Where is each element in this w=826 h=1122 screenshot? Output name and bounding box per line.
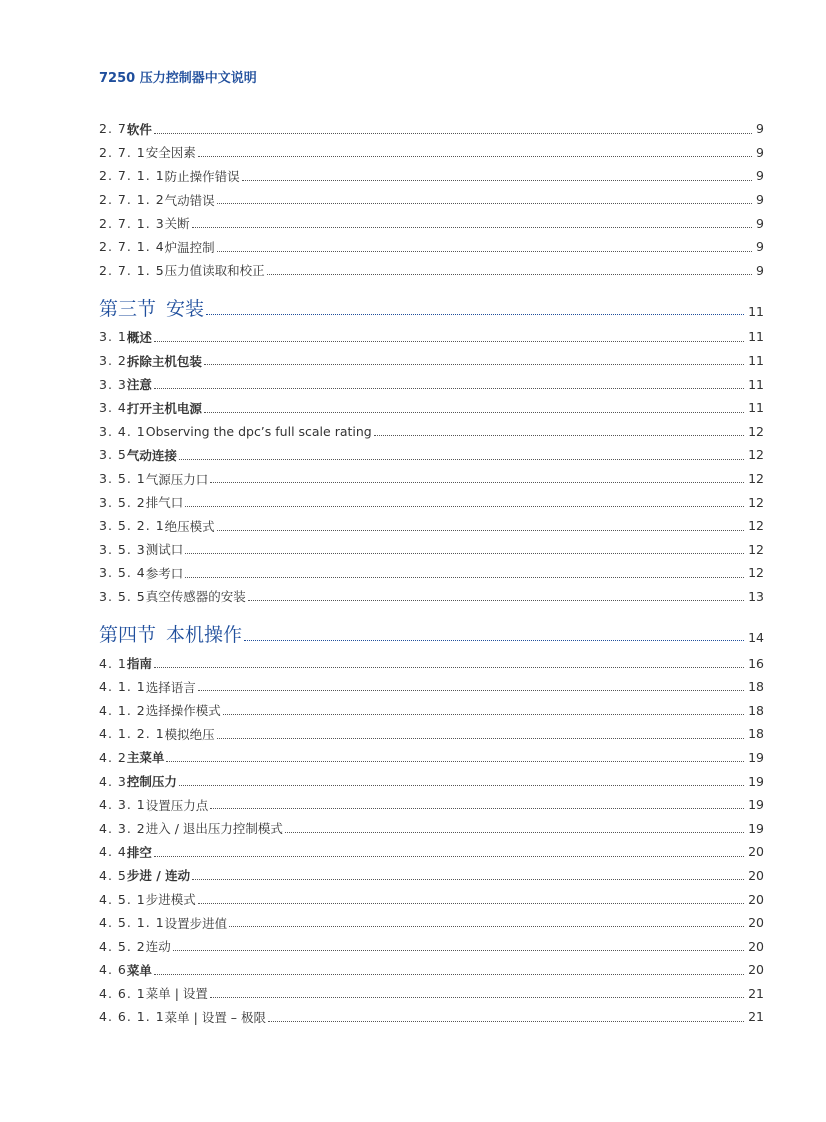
toc-dot-leader	[154, 974, 744, 975]
toc-entry[interactable]	[99, 514, 764, 538]
toc-entry-title: 测试口	[145, 542, 184, 558]
toc-entry-title: 指南	[126, 656, 152, 672]
toc-entry-number: 第三节	[99, 298, 157, 321]
toc-entry-page-number: 9	[756, 262, 764, 278]
toc-entry[interactable]	[99, 746, 764, 770]
toc-entry-number: 4. 1	[99, 655, 127, 671]
toc-entry[interactable]	[99, 372, 764, 396]
toc-entry-number: 3. 4	[99, 400, 127, 416]
toc-entry-number: 4. 3. 2	[99, 820, 146, 836]
toc-entry-number: 3. 5	[99, 447, 127, 463]
toc-entry-page-number: 18	[748, 679, 764, 695]
toc-entry-number: 2. 7. 1. 5	[99, 262, 165, 278]
toc-entry-page-number: 19	[748, 797, 764, 813]
toc-entry[interactable]	[99, 141, 764, 165]
toc-dot-leader	[179, 459, 744, 460]
toc-section-heading[interactable]	[99, 618, 764, 649]
toc-dot-leader	[179, 785, 744, 786]
toc-entry-page-number: 9	[756, 239, 764, 255]
toc-dot-leader	[217, 251, 752, 252]
toc-entry-page-number: 19	[748, 773, 764, 789]
toc-dot-leader	[154, 856, 744, 857]
toc-entry[interactable]	[99, 349, 764, 373]
toc-entry-number: 4. 4	[99, 844, 127, 860]
toc-entry[interactable]	[99, 211, 764, 235]
toc-entry-number: 3. 5. 4	[99, 565, 146, 581]
toc-entry-page-number: 11	[748, 304, 764, 320]
toc-dot-leader	[248, 600, 744, 601]
toc-entry-page-number: 20	[748, 915, 764, 931]
toc-entry[interactable]	[99, 698, 764, 722]
toc-entry-number: 3. 5. 3	[99, 541, 146, 557]
toc-entry-number: 3. 5. 1	[99, 471, 146, 487]
toc-entry[interactable]	[99, 1005, 764, 1029]
toc-entry-number: 4. 5. 2	[99, 938, 146, 954]
toc-entry-page-number: 11	[748, 353, 764, 369]
toc-entry[interactable]	[99, 651, 764, 675]
toc-entry-title: 安全因素	[145, 145, 196, 161]
toc-dot-leader	[210, 997, 744, 998]
toc-dot-leader	[217, 738, 744, 739]
page-header: 7250 压力控制器中文说明	[99, 71, 257, 86]
toc-dot-leader	[268, 1021, 744, 1022]
toc-entry-title: 概述	[126, 329, 152, 345]
toc-entry-title: 本机操作	[166, 624, 243, 647]
toc-entry-page-number: 21	[748, 985, 764, 1001]
toc-entry[interactable]	[99, 164, 764, 188]
toc-entry[interactable]	[99, 259, 764, 283]
toc-dot-leader	[244, 640, 744, 641]
toc-entry-number: 2. 7. 1. 1	[99, 168, 165, 184]
toc-entry-number: 2. 7. 1. 4	[99, 239, 165, 255]
toc-entry-page-number: 18	[748, 702, 764, 718]
toc-entry-title: 绝压模式	[164, 518, 215, 534]
toc-entry-number: 3. 3	[99, 376, 127, 392]
toc-entry-page-number: 9	[756, 168, 764, 184]
toc-dot-leader	[154, 133, 752, 134]
toc-entry-page-number: 20	[748, 938, 764, 954]
toc-entry-title: 注意	[126, 377, 152, 393]
toc-entry-number: 4. 1. 1	[99, 679, 146, 695]
toc-dot-leader	[206, 314, 744, 315]
toc-entry[interactable]	[99, 443, 764, 467]
toc-dot-leader	[210, 808, 744, 809]
toc-entry-title: 选择语言	[145, 679, 196, 695]
toc-entry-page-number: 9	[756, 121, 764, 137]
toc-entry-page-number: 21	[748, 1009, 764, 1025]
toc-dot-leader	[204, 364, 744, 365]
toc-entry-number: 4. 5	[99, 867, 127, 883]
toc-dot-leader	[267, 274, 752, 275]
toc-dot-leader	[217, 530, 744, 531]
toc-entry[interactable]	[99, 235, 764, 259]
toc-entry-title: 真空传感器的安装	[145, 589, 246, 605]
toc-entry-title: 菜单	[126, 962, 152, 978]
toc-entry[interactable]	[99, 585, 764, 609]
toc-entry-page-number: 11	[748, 400, 764, 416]
toc-entry-title: 设置压力点	[145, 797, 209, 813]
toc-entry-title: 安装	[166, 298, 205, 321]
toc-entry-title: 参考口	[145, 565, 184, 581]
toc-entry[interactable]	[99, 538, 764, 562]
toc-dot-leader	[374, 435, 744, 436]
toc-entry-title: 连动	[145, 939, 171, 955]
toc-entry[interactable]	[99, 325, 764, 349]
toc-entry[interactable]	[99, 864, 764, 888]
toc-entry-page-number: 18	[748, 726, 764, 742]
toc-entry-title: 炉温控制	[164, 239, 215, 255]
toc-dot-leader	[210, 482, 744, 483]
toc-entry-page-number: 12	[748, 565, 764, 581]
toc-entry-page-number: 20	[748, 891, 764, 907]
toc-entry-number: 2. 7	[99, 121, 127, 137]
toc-entry-number: 4. 3	[99, 773, 127, 789]
toc-entry-page-number: 12	[748, 447, 764, 463]
toc-dot-leader	[185, 506, 744, 507]
toc-entry[interactable]	[99, 490, 764, 514]
toc-entry-title: 步进模式	[145, 892, 196, 908]
table-of-contents	[99, 117, 764, 1029]
toc-entry-page-number: 9	[756, 144, 764, 160]
toc-entry-title: 模拟绝压	[164, 726, 215, 742]
toc-dot-leader	[285, 832, 744, 833]
toc-entry[interactable]	[99, 561, 764, 585]
toc-entry-page-number: 11	[748, 329, 764, 345]
toc-dot-leader	[154, 388, 744, 389]
toc-entry-number: 3. 4. 1	[99, 423, 146, 439]
toc-section-heading[interactable]	[99, 292, 764, 323]
toc-entry-title: 气动错误	[164, 192, 215, 208]
toc-entry[interactable]	[99, 467, 764, 491]
toc-entry-page-number: 13	[748, 588, 764, 604]
toc-entry-page-number: 12	[748, 494, 764, 510]
toc-dot-leader	[154, 667, 744, 668]
toc-entry[interactable]	[99, 793, 764, 817]
toc-dot-leader	[198, 903, 744, 904]
toc-entry-page-number: 20	[748, 844, 764, 860]
toc-entry-title: 选择操作模式	[145, 703, 221, 719]
toc-entry-number: 3. 2	[99, 353, 127, 369]
toc-entry[interactable]	[99, 769, 764, 793]
toc-entry[interactable]	[99, 675, 764, 699]
toc-entry-number: 4. 5. 1. 1	[99, 915, 165, 931]
toc-entry-page-number: 19	[748, 820, 764, 836]
toc-entry-page-number: 12	[748, 541, 764, 557]
toc-dot-leader	[192, 879, 744, 880]
toc-entry-title: 步进 / 连动	[126, 868, 191, 884]
toc-entry-number: 4. 3. 1	[99, 797, 146, 813]
toc-dot-leader	[173, 950, 744, 951]
toc-entry-title: 防止操作错误	[164, 168, 240, 184]
toc-entry-title: Observing the dpc’s full scale rating	[145, 423, 372, 439]
toc-entry-title: 排气口	[145, 495, 184, 511]
toc-entry-number: 3. 5. 2	[99, 494, 146, 510]
toc-entry-title: 关断	[164, 216, 190, 232]
toc-entry-title: 排空	[126, 844, 152, 860]
toc-entry-title: 设置步进值	[164, 915, 228, 931]
toc-entry-page-number: 12	[748, 423, 764, 439]
toc-dot-leader	[223, 714, 744, 715]
toc-entry[interactable]	[99, 887, 764, 911]
toc-dot-leader	[166, 761, 744, 762]
toc-entry-page-number: 20	[748, 962, 764, 978]
toc-entry-number: 4. 6. 1. 1	[99, 1009, 165, 1025]
toc-entry[interactable]	[99, 840, 764, 864]
toc-entry-number: 4. 1. 2	[99, 702, 146, 718]
toc-dot-leader	[229, 926, 744, 927]
toc-dot-leader	[185, 577, 744, 578]
toc-entry[interactable]	[99, 982, 764, 1006]
toc-entry-title: 压力值读取和校正	[164, 263, 265, 279]
toc-dot-leader	[198, 690, 744, 691]
toc-entry[interactable]	[99, 911, 764, 935]
toc-entry-number: 4. 2	[99, 749, 127, 765]
toc-dot-leader	[242, 180, 752, 181]
toc-entry-title: 主菜单	[126, 750, 165, 766]
toc-dot-leader	[198, 156, 752, 157]
toc-entry-number: 4. 1. 2. 1	[99, 726, 165, 742]
toc-entry-page-number: 11	[748, 376, 764, 392]
toc-entry[interactable]	[99, 188, 764, 212]
toc-entry-title: 软件	[126, 121, 152, 137]
toc-entry-title: 进入 / 退出压力控制模式	[145, 821, 283, 837]
toc-dot-leader	[185, 553, 744, 554]
toc-entry[interactable]	[99, 420, 764, 444]
toc-entry-page-number: 12	[748, 518, 764, 534]
toc-entry[interactable]	[99, 117, 764, 141]
toc-entry-title: 拆除主机包装	[126, 353, 202, 369]
toc-entry-page-number: 9	[756, 192, 764, 208]
toc-entry-page-number: 14	[748, 630, 764, 646]
toc-entry-title: 控制压力	[126, 774, 177, 790]
toc-entry-page-number: 12	[748, 471, 764, 487]
toc-entry[interactable]	[99, 934, 764, 958]
toc-entry-number: 3. 5. 2. 1	[99, 518, 165, 534]
toc-dot-leader	[192, 227, 752, 228]
toc-entry[interactable]	[99, 722, 764, 746]
toc-entry-title: 气动连接	[126, 447, 177, 463]
toc-entry-title: 菜单 | 设置	[145, 986, 208, 1002]
toc-entry-number: 4. 6	[99, 962, 127, 978]
toc-entry-number: 3. 1	[99, 329, 127, 345]
toc-entry-number: 2. 7. 1	[99, 144, 146, 160]
toc-entry-page-number: 20	[748, 867, 764, 883]
toc-entry-title: 菜单 | 设置 – 极限	[164, 1009, 267, 1025]
toc-entry-number: 2. 7. 1. 2	[99, 192, 165, 208]
toc-entry[interactable]	[99, 396, 764, 420]
toc-entry-number: 4. 6. 1	[99, 985, 146, 1001]
toc-entry-number: 第四节	[99, 624, 157, 647]
toc-entry-number: 3. 5. 5	[99, 588, 146, 604]
toc-entry[interactable]	[99, 816, 764, 840]
toc-dot-leader	[204, 412, 744, 413]
toc-dot-leader	[154, 341, 744, 342]
toc-entry-number: 2. 7. 1. 3	[99, 215, 165, 231]
toc-entry-page-number: 9	[756, 215, 764, 231]
toc-entry-number: 4. 5. 1	[99, 891, 146, 907]
toc-entry-title: 气源压力口	[145, 471, 209, 487]
toc-entry[interactable]	[99, 958, 764, 982]
toc-dot-leader	[217, 203, 752, 204]
toc-entry-page-number: 16	[748, 655, 764, 671]
toc-entry-page-number: 19	[748, 749, 764, 765]
toc-entry-title: 打开主机电源	[126, 400, 202, 416]
